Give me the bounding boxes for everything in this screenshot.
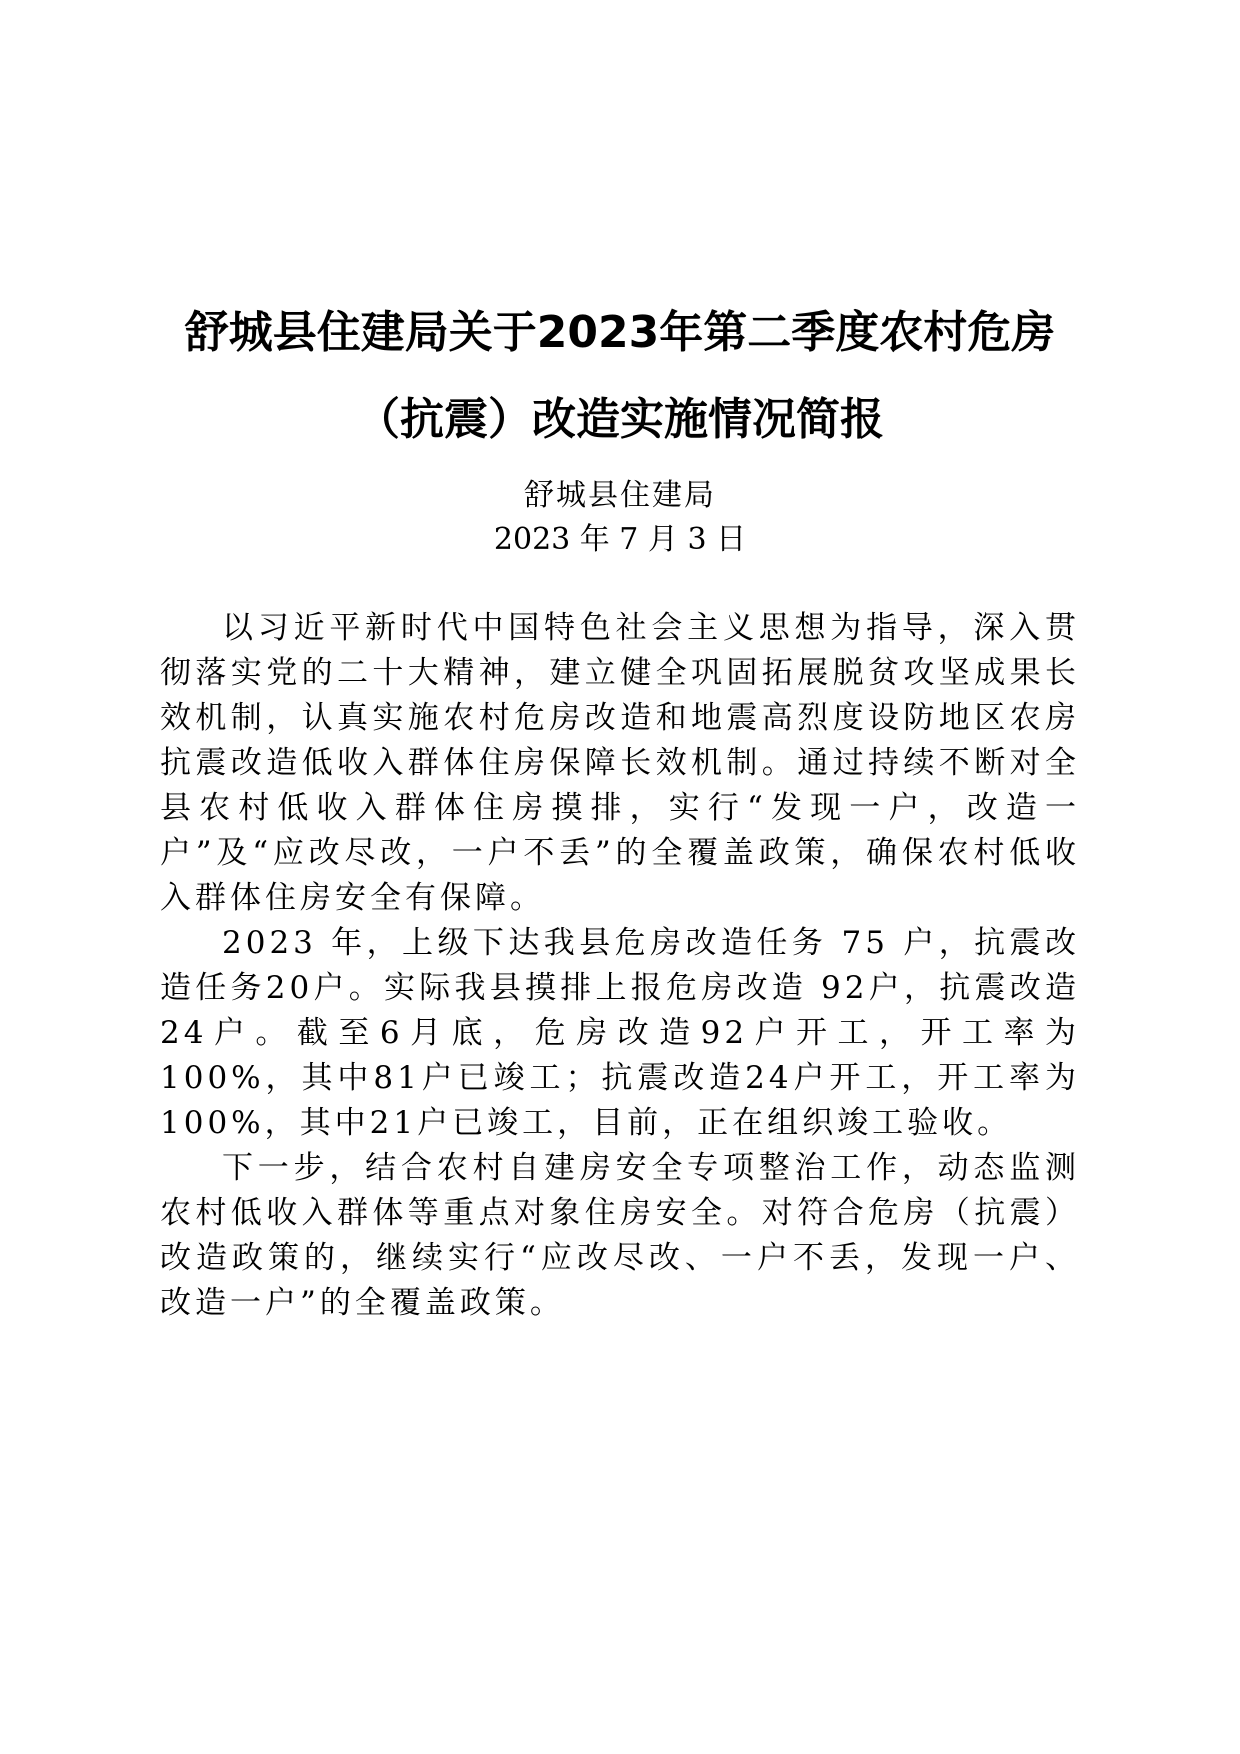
document-title-line-1: 舒城县住建局关于2023年第二季度农村危房	[184, 307, 1056, 358]
issue-date: 2023 年 7 月 3 日	[493, 522, 747, 557]
paragraph-guiding-principle: 以习近平新时代中国特色社会主义思想为指导，深入贯彻落实党的二十大精神，建立健全巩固拓展脱贫攻坚成果长效机制，认真实施农村危房改造和地震高烈度设防地区农房抗震改造低收入群体住房保障长效机制。通过持续不断对全县农村低收入群体住房摸排，实行“发现一户，改造一户”及“应改尽改，一户不丢”的全覆盖政策，确保农村低收入群体住房安全有保障。	[160, 610, 1080, 916]
document-title-line-2: （抗震）改造实施情况简报	[356, 394, 884, 445]
issuer-name: 舒城县住建局	[524, 478, 716, 513]
paragraph-next-steps: 下一步，结合农村自建房安全专项整治工作，动态监测农村低收入群体等重点对象住房安全。对符合危房（抗震）改造政策的，继续实行“应改尽改、一户不丢，发现一户、改造一户”的全覆盖政策。	[160, 1150, 1080, 1321]
paragraph-progress-statistics: 2023 年，上级下达我县危房改造任务 75 户，抗震改造任务20户。实际我县摸排上报危房改造 92户，抗震改造24户。截至6月底，危房改造92户开工，开工率为100%，其中81户已竣工；抗震改造24户开工，开工率为100%，其中21户已竣工，目前，正在组织竣工验收。	[160, 925, 1080, 1141]
document-body	[160, 606, 1080, 1326]
